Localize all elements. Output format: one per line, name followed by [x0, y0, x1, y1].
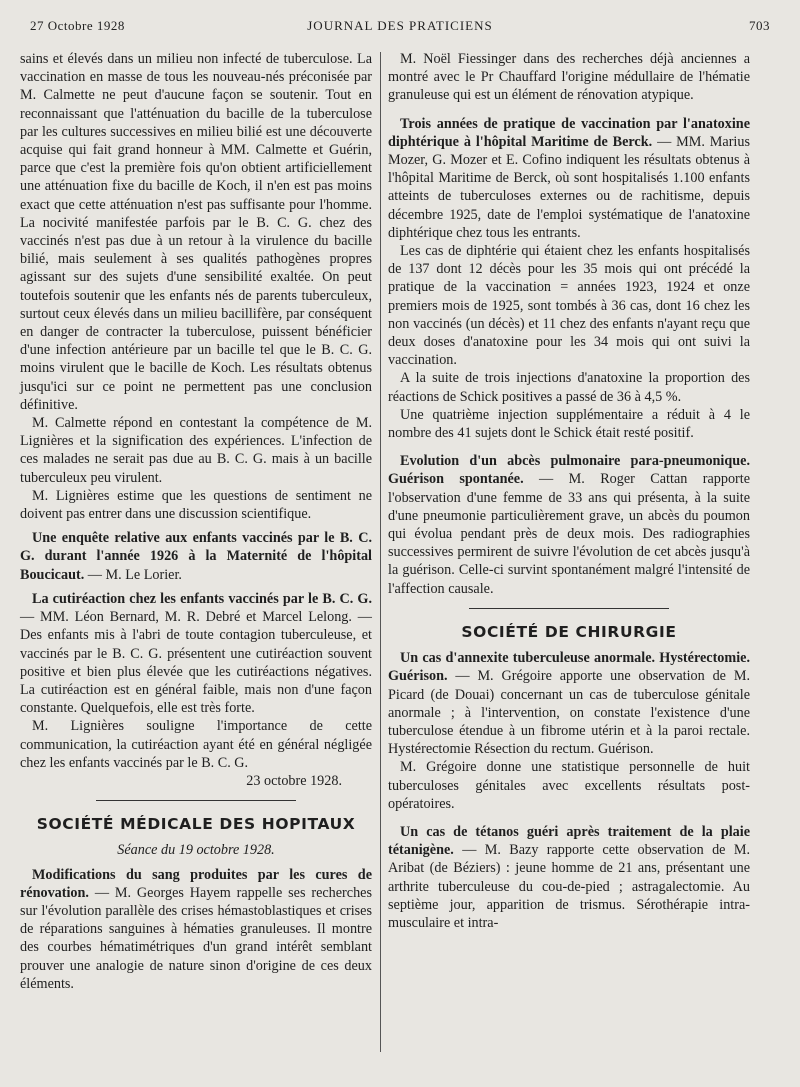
header-journal-title: JOURNAL DES PRATICIENS — [307, 18, 493, 33]
section-title: SOCIÉTÉ DE CHIRURGIE — [461, 622, 677, 641]
paragraph: M. Lignières estime que les questions de sentiment ne doivent pas entrer dans une discussion scientifique. — [20, 487, 372, 523]
signature-date: 23 octobre 1928. — [246, 772, 342, 789]
article-text: — M. Bazy rapporte cette observation de M. Aribat (de Béziers) : jeune homme de 21 ans, présentant une arthrite tuberculeuse du cou-de-pied ; astragalectomie. Au septième jour, apparition de trismus. Sérothérapie intra-musculaire et intra- — [388, 842, 751, 931]
article-text: — M. Roger Cattan rapporte l'observation d'une femme de 33 ans qui présenta, à la suite d'une pneumonie particulièrement grave, un abcès du poumon qui évolua pendant près de deux mois. Des radiographies successives permirent de suivre l'évolution de cet abcès jusqu'à la guérison. Celle-ci survint spontanément malgré l'intensité de l'affection causale. — [388, 471, 751, 597]
article-title: Une enquête relative aux enfants vaccinés par le B. C. G. durant l'année 1926 à la Maternité de l'hôpital Boucicaut. — [20, 530, 372, 583]
paragraph: sains et élevés dans un milieu non infecté de tuberculose. La vaccination en masse de tous les nouveau-nés préconisée par M. Calmette ne peut d'aucune façon se soutenir. Tout en reconnaissant que l'atténuation du bacille de la tuberculose par les cultures successives en milieu bilié est une découverte acquise qui fait grand honneur à MM. Calmette et Guérin, parce que c'est la première fois qu'on obtient artificiellement une atténuation fixe du bacille de Koch, il n'en est pas moins exact que cette atténuation n'est pas suffisante pour l'homme. La nocivité manifestée parfois par le B. C. G. chez des vaccinés n'est pas due à un retour à la virulence du bacille bilié, mais seulement à ses qualités pathogènes propres agissant sur des sujets d'une sensibilité exaltée. On peut toutefois soutenir que les enfants nés de parents tuberculeux, surtout ceux élevés dans un milieu bacillifère, par conséquent en danger de contracter la tuberculose, puissent bénéficier d'une infection antérieure par un bacille tel que le B. C. G. moins virulent que le bacille de Koch. Les résultats obtenus jusqu'ici sur ce point ne permettent pas une conclusion définitive. — [20, 51, 372, 413]
paragraph: Les cas de diphtérie qui étaient chez les enfants hospitalisés de 137 dont 12 décès pour les 35 mois qui ont précédé la pratique de la vaccination = années 1923, 1924 et onze premiers mois de 1925, sont tombés à 36 cas, dont 16 chez les non vaccinés (un décès) et 11 chez des enfants n'ayant reçu que deux doses d'anatoxine pour les 34 mois qui ont suivi la vaccination. — [388, 243, 750, 369]
article-entry — [20, 590, 372, 717]
left-column — [20, 50, 372, 993]
session-date: Séance du 19 octobre 1928. — [117, 842, 275, 859]
section-rule — [469, 608, 669, 609]
right-column — [388, 50, 750, 932]
article-text: — M. Georges Hayem rappelle ses recherches sur l'évolution parallèle des crises hémastoblastiques et crises de réparations sanguines à hématies granuleuses. Il montre des courbes hématimétriques d'un grand intérêt semblant prouver une analogie de nature sinon d'origine de ces deux éléments. — [20, 884, 372, 992]
header-date: 27 Octobre 1928 — [30, 18, 125, 33]
paragraph: A la suite de trois injections d'anatoxine la proportion des réactions de Schick positives a passé de 36 à 4,5 %. — [388, 370, 750, 405]
article-title: Un cas d'annexite tuberculeuse anormale. Hystérectomie. Guérison. — [388, 650, 750, 685]
article-title: Evolution d'un abcès pulmonaire para-pneumonique. Guérison spontanée. — [388, 453, 750, 488]
article-title: Trois années de pratique de vaccination par l'anatoxine diphtérique à l'hôpital Maritime de Berck. — [388, 115, 750, 150]
article-entry — [20, 529, 372, 584]
page-header — [30, 18, 770, 38]
paragraph: M. Lignières souligne l'importance de cette communication, la cutiréaction ayant été en général négligée chez les enfants vaccinés par le B. C. G. — [20, 718, 372, 771]
article-title: La cutiréaction chez les enfants vaccinés par le B. C. G. — [32, 590, 372, 607]
article-title: Modifications du sang produites par les cures de rénovation. — [20, 866, 372, 901]
article-text: — MM. Léon Bernard, M. R. Debré et Marcel Lelong. — Des enfants mis à l'abri de toute contagion tuberculeuse, et vaccinés par le B. C. G. présentent une cutiréaction souvent positive et bien plus élevée que les cutiréactions négatives. La cutiréaction est en général faible, mais non d'une façon constante. Quelquefois, elle est très forte. — [20, 609, 372, 717]
header-page-number: 703 — [749, 18, 770, 33]
paragraph: M. Noël Fiessinger dans des recherches déjà anciennes a montré avec le Pr Chauffard l'origine médullaire de l'hématie granuleuse qui est un élément de rénovation atypique. — [388, 51, 750, 104]
section-rule — [96, 800, 296, 801]
article-text: — MM. Marius Mozer, G. Mozer et E. Cofino indiquent les résultats obtenus à l'hôpital Maritime de Berck, où sont hospitalisés 1.100 enfants atteints de tuberculoses externes ou de rachitisme, depuis décembre 1925, date de l'emploi systématique de l'anatoxine diphtérique chez tous les entrants. — [388, 133, 750, 241]
article-title: Un cas de tétanos guéri après traitement de la plaie tétanigène. — [388, 823, 750, 859]
article-entry — [20, 866, 372, 993]
article-author: — M. Le Lorier. — [87, 566, 182, 583]
section-title: SOCIÉTÉ MÉDICALE DES HOPITAUX — [36, 815, 356, 834]
article-entry — [388, 452, 750, 598]
article-entry — [388, 823, 750, 932]
article-entry — [388, 649, 750, 758]
paragraph: Une quatrième injection supplémentaire a réduit à 4 le nombre des 41 sujets dont le Schick était resté positif. — [388, 406, 750, 442]
paragraph: M. Calmette répond en contestant la compétence de M. Lignières et la signification des expériences. L'infection de ces malades ne serait pas due au B. C. G. mais à un bacille tuberculeux peu virulent. — [20, 415, 372, 486]
article-text: — M. Grégoire apporte une observation de M. Picard (de Douai) concernant un cas de tuberculose génitale anormale ; à l'intervention, on constate l'existence d'une tuberculose étendue à un fibrome utérin et à la paroi rectale. Hystérectomie Résection du rectum. Guérison. — [388, 668, 750, 758]
paragraph: M. Grégoire donne une statistique personnelle de huit tuberculoses génitales avec excellents résultats post-opératoires. — [388, 759, 750, 812]
article-entry — [388, 115, 750, 242]
column-divider — [380, 52, 381, 1052]
